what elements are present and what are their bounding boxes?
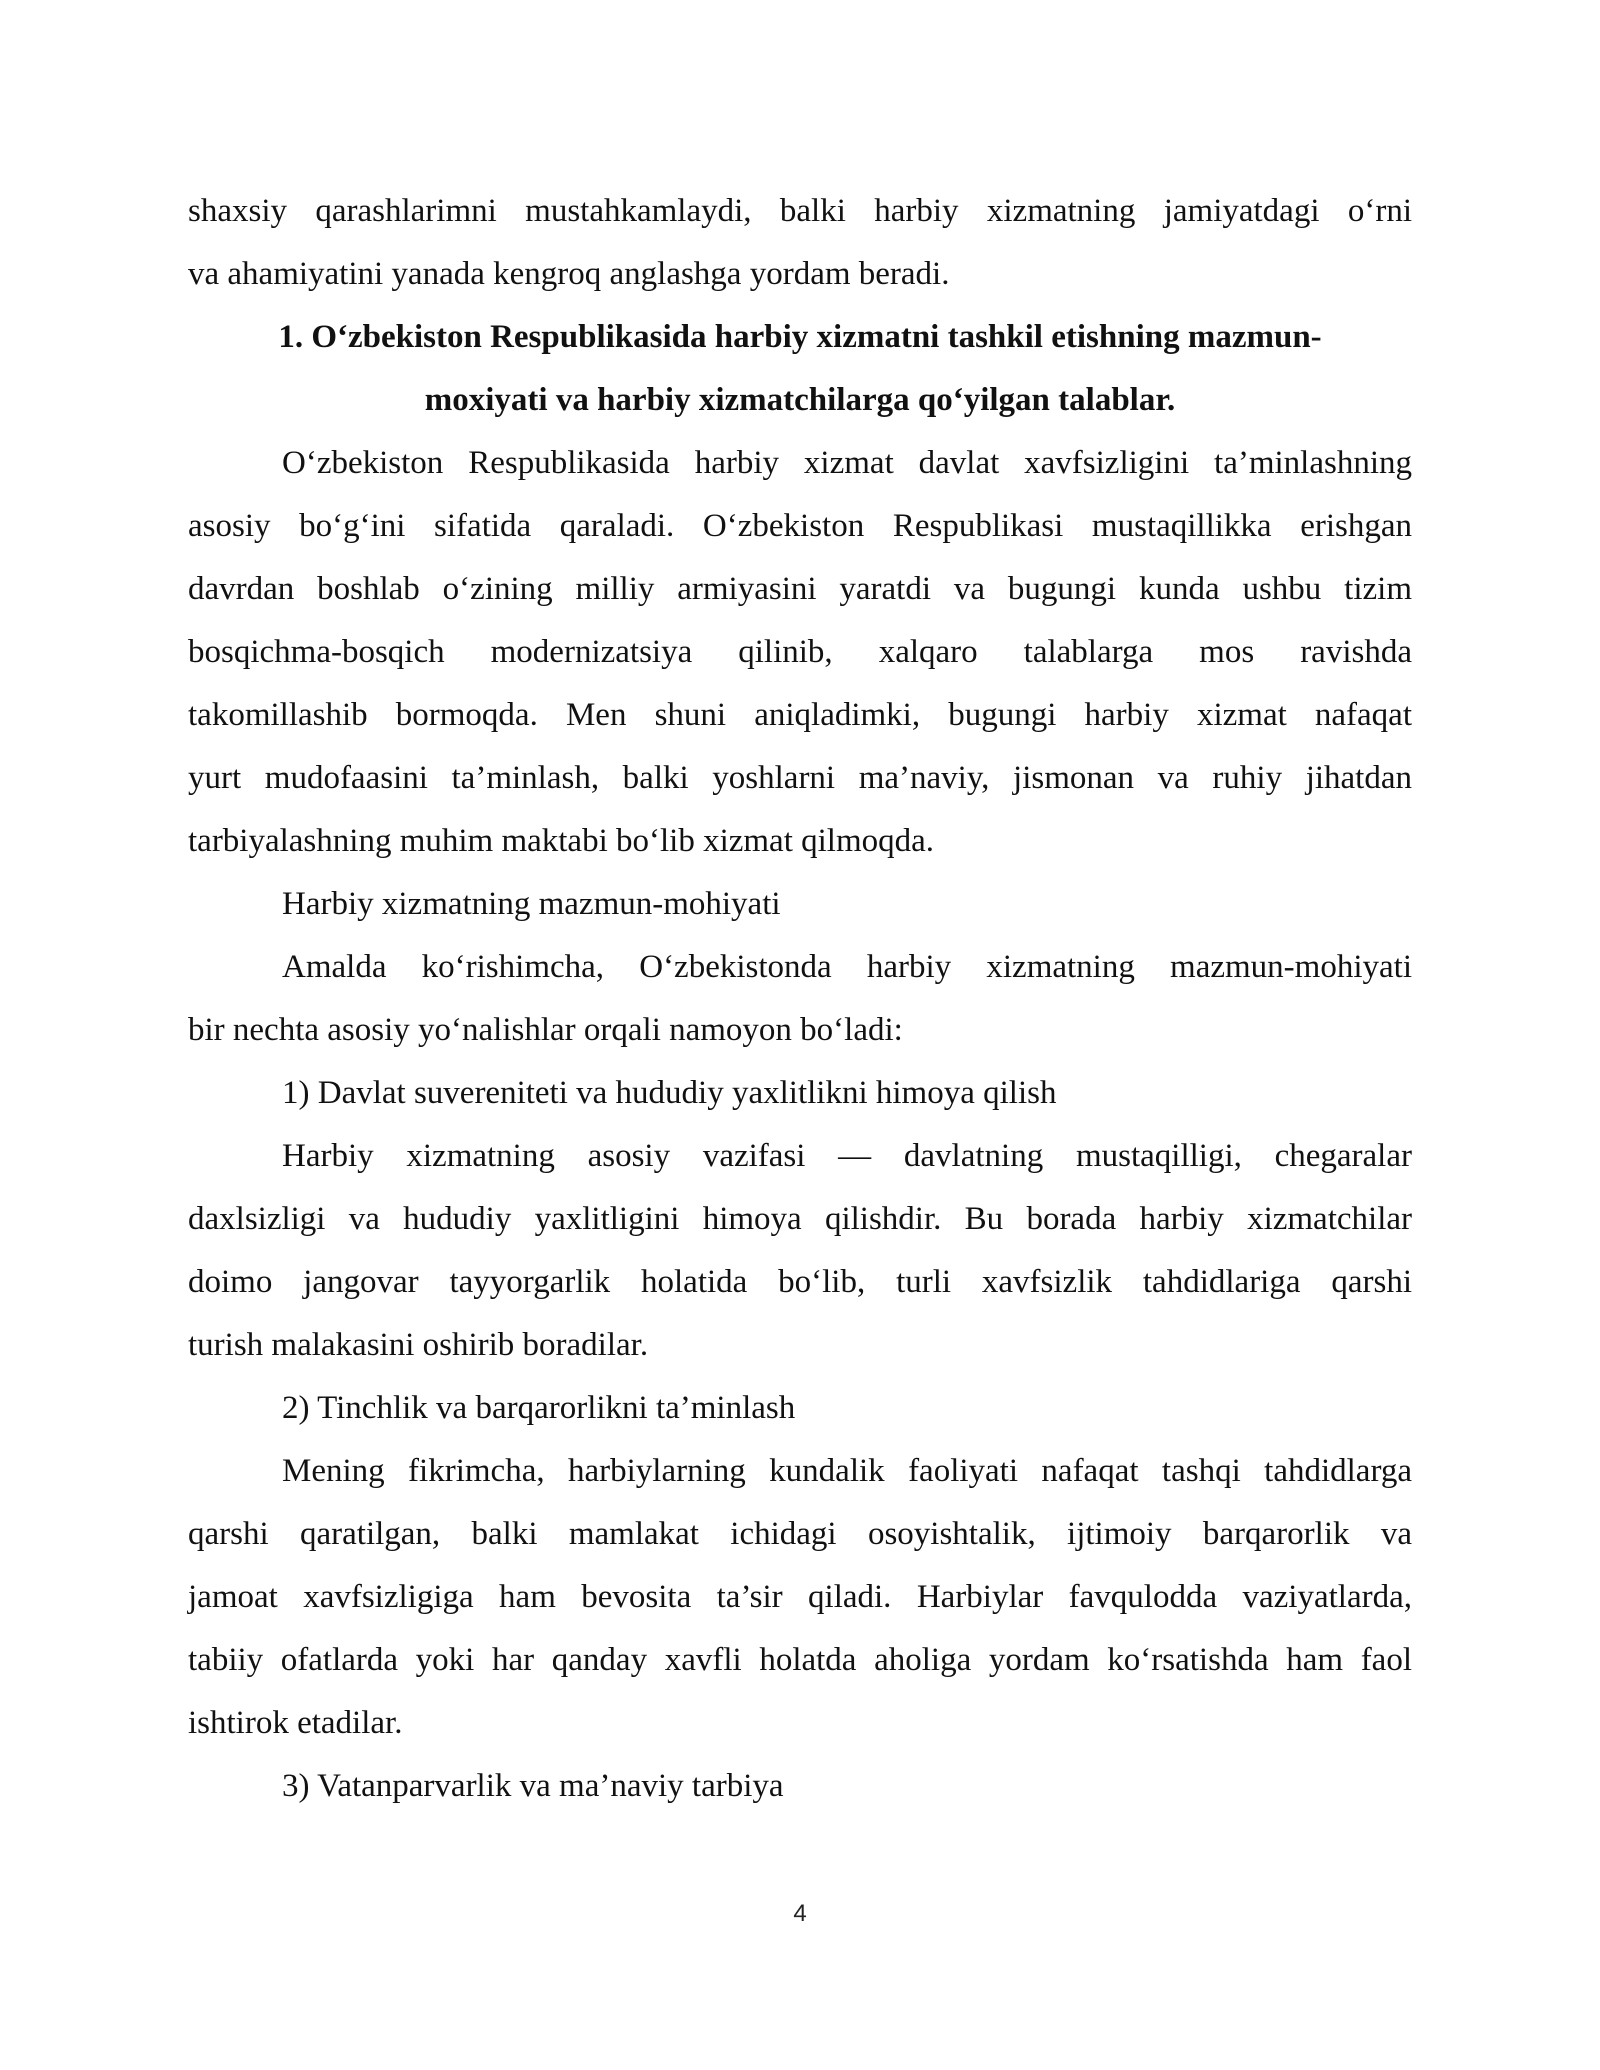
body-text-line: va ahamiyatini yanada kengroq anglashga yordam beradi. [188, 256, 950, 292]
body-text-line: takomillashib bormoqda. Men shuni aniqladimki, bugungi harbiy xizmat nafaqat [188, 697, 1412, 733]
body-text-line: ishtirok etadilar. [188, 1705, 403, 1741]
body-text-line: Amalda ko‘rishimcha, O‘zbekistonda harbiy xizmatning mazmun-mohiyati [282, 949, 1412, 985]
body-text-line: tabiiy ofatlarda yoki har qanday xavfli holatda aholiga yordam ko‘rsatishda ham faol [188, 1642, 1412, 1678]
body-text-line: davrdan boshlab o‘zining milliy armiyasini yaratdi va bugungi kunda ushbu tizim [188, 571, 1412, 607]
body-text-line: qarshi qaratilgan, balki mamlakat ichidagi osoyishtalik, ijtimoiy barqarorlik va [188, 1516, 1412, 1552]
list-item-title: 3) Vatanparvarlik va ma’naviy tarbiya [282, 1768, 784, 1804]
list-item-title: 1) Davlat suvereniteti va hududiy yaxlitlikni himoya qilish [282, 1075, 1057, 1111]
body-text-line: Mening fikrimcha, harbiylarning kundalik faoliyati nafaqat tashqi tahdidlarga [282, 1453, 1412, 1489]
document-page [188, 180, 1412, 1818]
body-text-line: doimo jangovar tayyorgarlik holatida bo‘lib, turli xavfsizlik tahdidlariga qarshi [188, 1264, 1412, 1300]
body-text-line: O‘zbekiston Respublikasida harbiy xizmat davlat xavfsizligini ta’minlashning [282, 445, 1412, 481]
subheading: Harbiy xizmatning mazmun-mohiyati [282, 886, 781, 922]
body-text-line: turish malakasini oshirib boradilar. [188, 1327, 649, 1363]
body-text-line: tarbiyalashning muhim maktabi bo‘lib xizmat qilmoqda. [188, 823, 935, 859]
page-number: 4 [793, 1900, 807, 1927]
body-text-line: bir nechta asosiy yo‘nalishlar orqali namoyon bo‘ladi: [188, 1012, 903, 1048]
list-item-title: 2) Tinchlik va barqarorlikni ta’minlash [282, 1390, 796, 1426]
body-text-line: jamoat xavfsizligiga ham bevosita ta’sir qiladi. Harbiylar favqulodda vaziyatlarda, [188, 1579, 1412, 1615]
body-text-line: bosqichma-bosqich modernizatsiya qilinib, xalqaro talablarga mos ravishda [188, 634, 1412, 670]
body-text-line: shaxsiy qarashlarimni mustahkamlaydi, balki harbiy xizmatning jamiyatdagi o‘rni [188, 193, 1412, 229]
body-text-line: daxlsizligi va hududiy yaxlitligini himoya qilishdir. Bu borada harbiy xizmatchilar [188, 1201, 1412, 1237]
body-text-line: yurt mudofaasini ta’minlash, balki yoshlarni ma’naviy, jismonan va ruhiy jihatdan [188, 760, 1412, 796]
section-heading: 1. O‘zbekiston Respublikasida harbiy xizmatni tashkil etishning mazmun- [278, 319, 1322, 355]
section-heading: moxiyati va harbiy xizmatchilarga qo‘yilgan talablar. [424, 382, 1176, 418]
body-text-line: asosiy bo‘g‘ini sifatida qaraladi. O‘zbekiston Respublikasi mustaqillikka erishgan [188, 508, 1412, 544]
body-text-line: Harbiy xizmatning asosiy vazifasi — davlatning mustaqilligi, chegaralar [282, 1138, 1412, 1174]
